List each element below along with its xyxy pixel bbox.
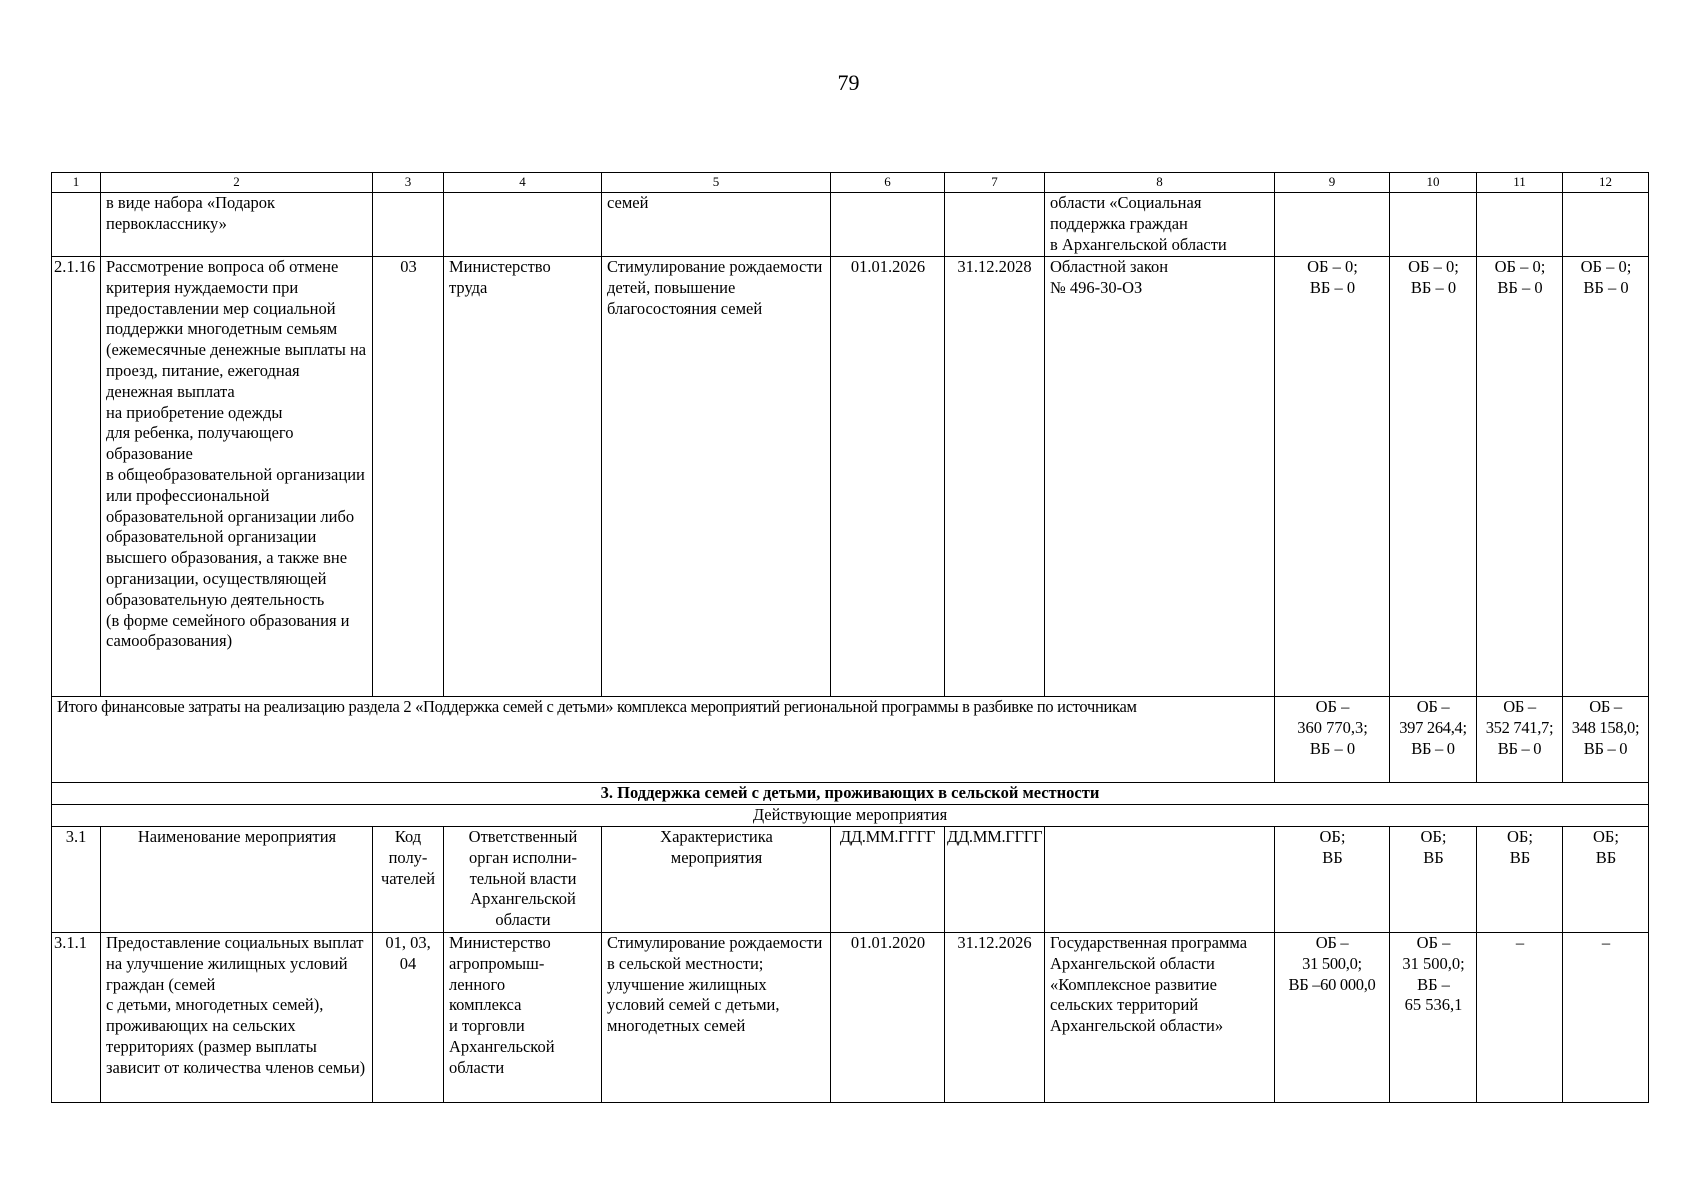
cell-start-date: 01.01.2026 xyxy=(831,257,945,697)
cell-funding-9 xyxy=(1275,193,1390,257)
cell-funding-11: – xyxy=(1477,933,1563,1103)
column-number: 11 xyxy=(1477,173,1563,193)
cell-characteristic: Характеристика мероприятия xyxy=(602,827,831,933)
cell-funding-12 xyxy=(1563,193,1649,257)
cell-name: в виде набора «Подарок первокласснику» xyxy=(101,193,373,257)
total-label: Итого финансовые затраты на реализацию раздела 2 «Поддержка семей с детьми» комплекса мероприятий региональной программы в разбивке по источникам xyxy=(52,697,1275,783)
cell-code: 01, 03, 04 xyxy=(373,933,444,1103)
cell-responsible: Министерство труда xyxy=(444,257,602,697)
cell-funding-9: ОБ – 31 500,0; ВБ –60 000,0 xyxy=(1275,933,1390,1103)
column-number: 4 xyxy=(444,173,602,193)
cell-funding-12: ОБ; ВБ xyxy=(1563,827,1649,933)
column-number: 6 xyxy=(831,173,945,193)
page-number: 79 xyxy=(837,70,860,95)
cell-start-date xyxy=(831,193,945,257)
cell-characteristic: Стимулирование рождаемости детей, повышение благосостояния семей xyxy=(602,257,831,697)
cell-funding-11 xyxy=(1477,193,1563,257)
table-row xyxy=(52,933,1649,1103)
section-row xyxy=(52,783,1649,805)
cell-name: Рассмотрение вопроса об отмене критерия нуждаемости при предоставлении мер социальной поддержки многодетным семьям (ежемесячные денежные выплаты на проезд, питание, ежегодная денежная выплата на приобретение одежды для ребенка, получающего образование в общеобразовательной организации или профессиональной образовательной организации либо образовательной организации высшего образования, а также вне организации, осуществляющей образовательную деятельность (в форме семейного образования и самообразования) xyxy=(101,257,373,697)
column-number: 12 xyxy=(1563,173,1649,193)
cell-funding-11: ОБ – 0; ВБ – 0 xyxy=(1477,257,1563,697)
cell-funding-10: ОБ – 31 500,0; ВБ – 65 536,1 xyxy=(1390,933,1477,1103)
total-row xyxy=(52,697,1649,783)
cell-start-date: ДД.ММ.ГГГГ xyxy=(831,827,945,933)
cell-end-date: 31.12.2028 xyxy=(945,257,1045,697)
column-number: 3 xyxy=(373,173,444,193)
table-row xyxy=(52,257,1649,697)
cell-funding-10: ОБ – 0; ВБ – 0 xyxy=(1390,257,1477,697)
cell-responsible: Министерство агропромыш- ленного комплекса и торговли Архангельской области xyxy=(444,933,602,1103)
total-funding-12: ОБ – 348 158,0; ВБ – 0 xyxy=(1563,697,1649,783)
cell-responsible: Ответственный орган исполни- тельной власти Архангельской области xyxy=(444,827,602,933)
table-row xyxy=(52,827,1649,933)
cell-num: 3.1 xyxy=(52,827,101,933)
column-number: 10 xyxy=(1390,173,1477,193)
cell-basis: Областной закон № 496-30-ОЗ xyxy=(1045,257,1275,697)
total-funding-9: ОБ – 360 770,3; ВБ – 0 xyxy=(1275,697,1390,783)
column-number: 2 xyxy=(101,173,373,193)
cell-responsible xyxy=(444,193,602,257)
cell-code xyxy=(373,193,444,257)
cell-basis: Государственная программа Архангельской области «Комплексное развитие сельских территорий Архангельской области» xyxy=(1045,933,1275,1103)
cell-end-date: ДД.ММ.ГГГГ xyxy=(945,827,1045,933)
table-row xyxy=(52,193,1649,257)
column-number: 1 xyxy=(52,173,101,193)
cell-num xyxy=(52,193,101,257)
cell-name: Наименование мероприятия xyxy=(101,827,373,933)
section-title: 3. Поддержка семей с детьми, проживающих в сельской местности xyxy=(52,783,1649,805)
program-table xyxy=(51,172,1649,1103)
subsection-title: Действующие мероприятия xyxy=(52,805,1649,827)
cell-funding-9: ОБ – 0; ВБ – 0 xyxy=(1275,257,1390,697)
cell-code: 03 xyxy=(373,257,444,697)
column-number: 7 xyxy=(945,173,1045,193)
cell-start-date: 01.01.2020 xyxy=(831,933,945,1103)
cell-basis: области «Социальная поддержка граждан в Архангельской области xyxy=(1045,193,1275,257)
cell-num: 2.1.16 xyxy=(52,257,101,697)
cell-code: Код полу- чателей xyxy=(373,827,444,933)
column-number: 8 xyxy=(1045,173,1275,193)
cell-characteristic: семей xyxy=(602,193,831,257)
column-number: 5 xyxy=(602,173,831,193)
cell-end-date: 31.12.2026 xyxy=(945,933,1045,1103)
cell-funding-12: ОБ – 0; ВБ – 0 xyxy=(1563,257,1649,697)
column-number: 9 xyxy=(1275,173,1390,193)
cell-characteristic: Стимулирование рождаемости в сельской местности; улучшение жилищных условий семей с детьми, многодетных семей xyxy=(602,933,831,1103)
cell-funding-12: – xyxy=(1563,933,1649,1103)
cell-end-date xyxy=(945,193,1045,257)
cell-funding-9: ОБ; ВБ xyxy=(1275,827,1390,933)
cell-name: Предоставление социальных выплат на улучшение жилищных условий граждан (семей с детьми, многодетных семей), проживающих на сельских территориях (размер выплаты зависит от количества членов семьи) xyxy=(101,933,373,1103)
column-number-row xyxy=(52,173,1649,193)
cell-funding-11: ОБ; ВБ xyxy=(1477,827,1563,933)
total-funding-11: ОБ – 352 741,7; ВБ – 0 xyxy=(1477,697,1563,783)
cell-funding-10: ОБ; ВБ xyxy=(1390,827,1477,933)
total-funding-10: ОБ – 397 264,4; ВБ – 0 xyxy=(1390,697,1477,783)
cell-basis xyxy=(1045,827,1275,933)
cell-funding-10 xyxy=(1390,193,1477,257)
cell-num: 3.1.1 xyxy=(52,933,101,1103)
subsection-row xyxy=(52,805,1649,827)
